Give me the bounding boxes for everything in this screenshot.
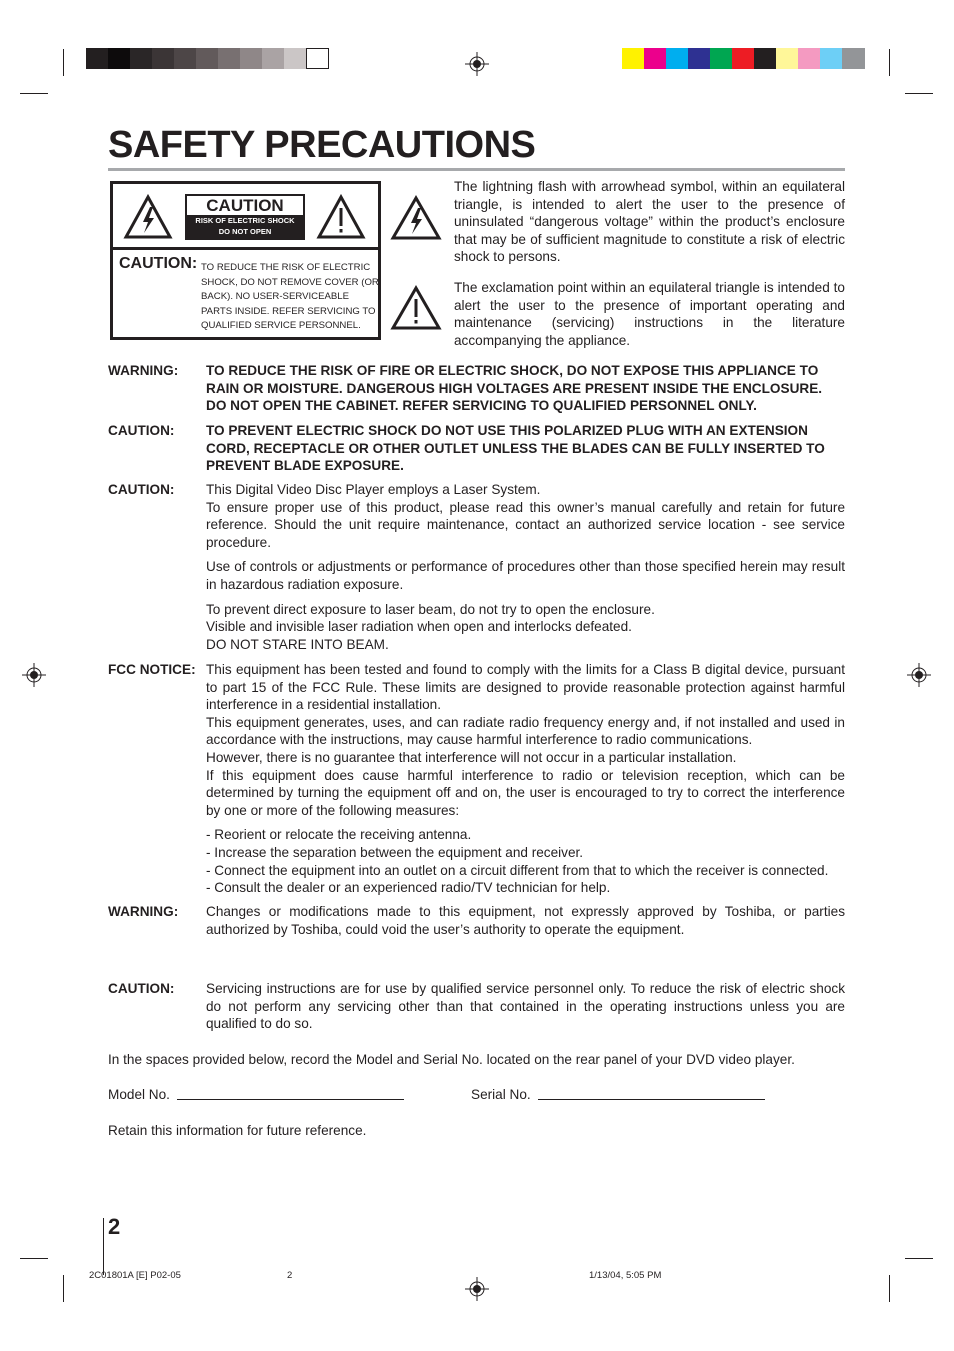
caution-text: TO PREVENT ELECTRIC SHOCK DO NOT USE THIS POLARIZED PLUG WITH AN EXTENSION CORD, RECEPTACLE OR OTHER OUTLET UNLESS THE BLADES CAN BE FULLY INSERTED TO PREVENT BLADE EXPOSURE. (206, 423, 825, 474)
laser-line: Use of controls or adjustments or performance of procedures other than those specified herein may result in hazardous radiation exposure. (206, 559, 845, 592)
caution-label: CAUTION: (108, 423, 175, 438)
color-swatch (218, 48, 241, 69)
caution-label-header (113, 184, 378, 250)
model-field[interactable] (177, 1099, 404, 1100)
color-swatch (196, 48, 219, 69)
exclamation-triangle-icon (316, 194, 366, 240)
laser-line: This Digital Video Disc Player employs a Laser System. (206, 482, 541, 497)
fcc-paragraph: This equipment has been tested and found to comply with the limits for a Class B digital device, pursuant to part 15 of the FCC Rule. These limits are designed to provide reasonable protection against harmful interference in a residential installation. (206, 662, 845, 713)
serial-label: Serial No. (471, 1087, 531, 1102)
crop-mark (20, 93, 48, 94)
crop-mark (889, 49, 890, 76)
fcc-measures (206, 826, 845, 896)
retain-note: Retain this information for future reference. (108, 1123, 367, 1138)
crop-mark (63, 1275, 64, 1302)
list-item: - Increase the separation between the equipment and receiver. (206, 844, 584, 860)
caution-label-title: CAUTION (187, 196, 303, 215)
list-item: - Connect the equipment into an outlet on a circuit different from that to which the receiver is connected. (206, 862, 829, 878)
color-swatch (152, 48, 175, 69)
registration-mark-icon (465, 52, 489, 76)
caution-label-sub2: DO NOT OPEN (218, 227, 272, 236)
color-swatch (622, 48, 645, 69)
caution-label: CAUTION: (108, 981, 175, 996)
list-item: - Consult the dealer or an experienced radio/TV technician for help. (206, 880, 611, 896)
color-swatch (688, 48, 711, 69)
color-swatch (306, 48, 329, 69)
color-swatch (174, 48, 197, 69)
color-swatch (644, 48, 667, 69)
warning-text: TO REDUCE THE RISK OF FIRE OR ELECTRIC SHOCK, DO NOT EXPOSE THIS APPLIANCE TO RAIN OR MOISTURE. DANGEROUS HIGH VOLTAGES ARE PRESENT INSIDE THE ENCLOSURE. DO NOT OPEN THE CABINET. REFER SERVICING TO QUALIFIED PERSONNEL ONLY. (206, 363, 823, 414)
title-rule (108, 168, 845, 171)
crop-mark (63, 49, 64, 76)
color-swatch (754, 48, 777, 69)
warning-text: Changes or modifications made to this equipment, not expressly approved by Toshiba, or parties authorized by Toshiba, could void the user’s authority to operate the equipment. (206, 904, 845, 937)
warning-label: WARNING: (108, 363, 179, 378)
caution-small-text: TO REDUCE THE RISK OF ELECTRIC SHOCK, DO NOT REMOVE COVER (OR BACK). NO USER-SERVICEABLE PARTS INSIDE. REFER SERVICING TO QUALIFIED SERVICE PERSONNEL. (201, 262, 379, 331)
fcc-paragraph: This equipment generates, uses, and can radiate radio frequency energy and, if not installed and used in accordance with the instructions, may cause harmful interference to radio communications. (206, 714, 845, 748)
page-number: 2 (108, 1214, 121, 1239)
fcc-paragraph: If this equipment does cause harmful interference to radio or television reception, which can be determined by turning the equipment off and on, the user is encouraged to try to correct the interference by one or more of the following measures: (206, 767, 845, 818)
service-caution-text: Servicing instructions are for use by qualified service personnel only. To reduce the risk of electric shock do not perform any servicing other than that contained in the operating instructions unless you are qualified to do so. (206, 981, 845, 1032)
caution-label: CAUTION: (108, 482, 175, 497)
color-swatch (262, 48, 285, 69)
record-intro: In the spaces provided below, record the Model and Serial No. located on the rear panel of your DVD video player. (108, 1052, 795, 1067)
page-number-rule (103, 1218, 104, 1275)
crop-mark (20, 1258, 48, 1259)
color-swatch (240, 48, 263, 69)
registration-mark-icon (907, 663, 931, 687)
exclamation-explanation: The exclamation point within an equilateral triangle is intended to alert the user to the presence of important operating and maintenance (servicing) instructions in the literature accompanying the appliance. (454, 280, 845, 348)
crop-mark (889, 1275, 890, 1302)
registration-mark-icon (465, 1277, 489, 1301)
color-swatch (284, 48, 307, 69)
crop-mark (905, 93, 933, 94)
warning-label: WARNING: (108, 904, 179, 919)
laser-line: To prevent direct exposure to laser beam, do not try to open the enclosure. (206, 601, 655, 617)
lightning-triangle-icon (390, 195, 442, 241)
laser-line: Visible and invisible laser radiation when open and interlocks defeated. (206, 619, 632, 635)
laser-caution-text (206, 481, 845, 653)
color-swatch (108, 48, 131, 69)
fcc-paragraph: However, there is no guarantee that interference will not occur in a particular installation. (206, 749, 737, 765)
color-swatch (820, 48, 843, 69)
crop-mark (905, 1258, 933, 1259)
laser-line: DO NOT STARE INTO BEAM. (206, 636, 389, 652)
caution-label-box (110, 181, 381, 340)
caution-label-sub1: RISK OF ELECTRIC SHOCK (195, 216, 295, 225)
model-label: Model No. (108, 1087, 170, 1102)
lightning-explanation: The lightning flash with arrowhead symbol, within an equilateral triangle, is intended to alert the user to the presence of uninsulated “dangerous voltage” within the product’s enclosure that may be of sufficient magnitude to constitute a risk of electric shock to persons. (454, 179, 845, 265)
serial-field[interactable] (538, 1099, 765, 1100)
fcc-text (206, 661, 845, 897)
color-swatch (710, 48, 733, 69)
color-swatch (666, 48, 689, 69)
color-swatch (776, 48, 799, 69)
footer-center: 2 (287, 1270, 293, 1281)
exclamation-triangle-icon (390, 285, 442, 331)
color-swatch (130, 48, 153, 69)
footer-right: 1/13/04, 5:05 PM (589, 1270, 662, 1281)
color-swatch (842, 48, 865, 69)
color-swatch (86, 48, 109, 69)
color-swatch (798, 48, 821, 69)
footer-left: 2C01801A [E] P02-05 (89, 1270, 181, 1281)
caution-label (185, 194, 305, 240)
fcc-label: FCC NOTICE: (108, 662, 196, 677)
registration-mark-icon (22, 663, 46, 687)
page-title: SAFETY PRECAUTIONS (108, 124, 536, 166)
lightning-triangle-icon (123, 194, 173, 240)
list-item: - Reorient or relocate the receiving antenna. (206, 827, 472, 843)
laser-line: To ensure proper use of this product, please read this owner’s manual carefully and retain for future reference. Should the unit require maintenance, contact an authorized service location - see service procedure. (206, 499, 845, 550)
color-swatch (732, 48, 755, 69)
caution-word: CAUTION: (119, 255, 198, 272)
